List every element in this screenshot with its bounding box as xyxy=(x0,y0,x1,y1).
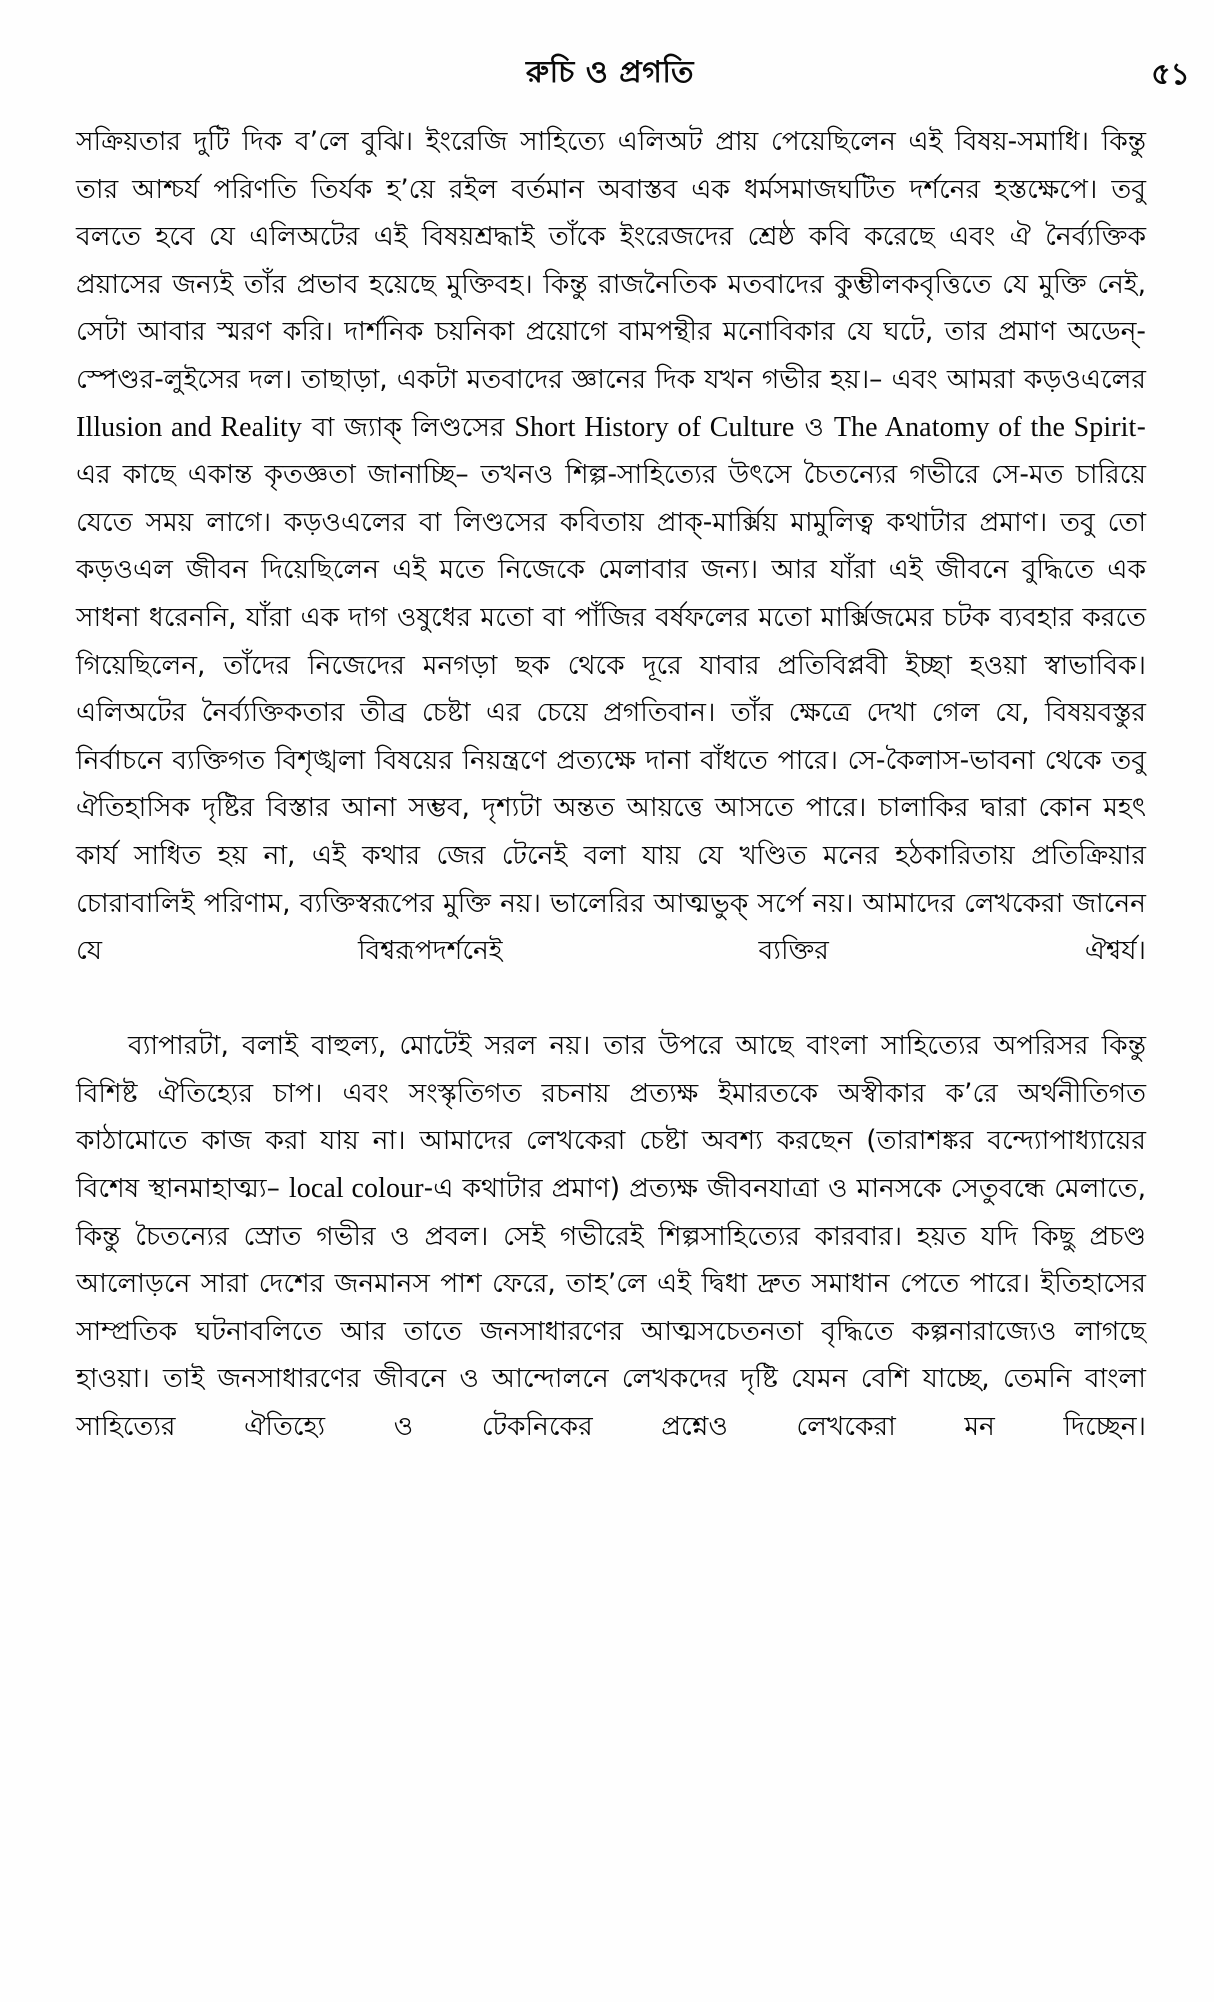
paragraph xyxy=(76,1022,1146,1498)
latin-run: local colour xyxy=(288,1173,424,1205)
paragraph xyxy=(76,118,1146,1022)
page-number: ৫১ xyxy=(1151,57,1190,92)
latin-run: Short History of Culture xyxy=(514,411,795,443)
bengali-run: সক্রিয়তার দুটি দিক ব’লে বুঝি। ইংরেজি সাহিত্যে এলিঅট প্রায় পেয়েছিলেন এই বিষয়-সমাধি। কিন্তু তার আশ্চর্য পরিণতি তির্যক হ’য়ে রইল বর্তমান অবাস্তব এক ধর্মসমাজঘটিত দর্শনের হস্তক্ষেপে। তবু বলতে হবে যে এলিঅটের এই বিষয়শ্রদ্ধাই তাঁকে ইংরেজদের শ্রেষ্ঠ কবি করেছে এবং ঐ নৈর্ব্যক্তিক প্রয়াসের জন্যই তাঁর প্রভাব হয়েছে মুক্তিবহ। কিন্তু রাজনৈতিক মতবাদের কুম্ভীলকবৃত্তিতে যে মুক্তি নেই, সেটা আবার স্মরণ করি। দার্শনিক চয়নিকা প্রয়োগে বামপন্থীর মনোবিকার যে ঘটে, তার প্রমাণ অডেন্-স্পেণ্ডর-লুইসের দল। তাছাড়া, একটা মতবাদের জ্ঞানের দিক যখন গভীর হয়।– এবং আমরা কড়ওএলের xyxy=(76,126,1146,395)
bengali-run: -এ কথাটার প্রমাণ) প্রত্যক্ষ জীবনযাত্রা ও মানসকে সেতুবন্ধে মেলাতে, কিন্তু চৈতন্যের স্রোত গভীর ও প্রবল। সেই গভীরেই শিল্পসাহিত্যের কারবার। হয়ত যদি কিছু প্রচণ্ড আলোড়নে সারা দেশের জনমানস পাশ ফেরে, তাহ’লে এই দ্বিধা দ্রুত সমাধান পেতে পারে। ইতিহাসের সাম্প্রতিক ঘটনাবলিতে আর তাতে জনসাধারণের আত্মসচেতনতা বৃদ্ধিতে কল্পনারাজ্যেও লাগছে হাওয়া। তাই জনসাধারণের জীবনে ও আন্দোলনে লেখকদের দৃষ্টি যেমন বেশি যাচ্ছে, তেমনি বাংলা সাহিত্যের ঐতিহ্যে ও টেকনিকের প্রশ্নেও লেখকেরা মন দিচ্ছেন। xyxy=(76,1173,1146,1443)
running-head xyxy=(78,48,1142,106)
latin-run: The Anatomy of the Spirit xyxy=(833,411,1137,443)
body-text xyxy=(76,118,1146,1498)
bengali-run: বা জ্যাক্ লিণ্ডসের xyxy=(301,411,515,443)
bengali-run: ব্যাপারটা, বলাই বাহুল্য, মোটেই সরল নয়। তার উপরে আছে বাংলা সাহিত্যের অপরিসর কিন্তু বিশিষ্ট ঐতিহ্যের চাপ। এবং সংস্কৃতিগত রচনায় প্রত্যক্ষ ইমারতকে অস্বীকার ক’রে অর্থনীতিগত কাঠামোতে কাজ করা যায় না। আমাদের লেখকেরা চেষ্টা অবশ্য করছেন (তারাশঙ্কর বন্দ্যোপাধ্যায়ের বিশেষ স্থানমাহাত্ম্য– xyxy=(76,1030,1146,1205)
bengali-run: -এর কাছে একান্ত কৃতজ্ঞতা জানাচ্ছি– তখনও শিল্প-সাহিত্যের উৎসে চৈতন্যের গভীরে সে-মত চারিয়ে যেতে সময় লাগে। কড়ওএলের বা লিণ্ডসের কবিতায় প্রাক্-মার্ক্সিয় মামুলিত্ব কথাটার প্রমাণ। তবু তো কড়ওএল জীবন দিয়েছিলেন এই মতে নিজেকে মেলাবার জন্য। আর যাঁরা এই জীবনে বুদ্ধিতে এক সাধনা ধরেননি, যাঁরা এক দাগ ওষুধের মতো বা পাঁজির বর্ষফলের মতো মার্ক্সিজমের চটক ব্যবহার করতে গিয়েছিলেন, তাঁদের নিজেদের মনগড়া ছক থেকে দূরে যাবার প্রতিবিপ্লবী ইচ্ছা হওয়া স্বাভাবিক। এলিঅটের নৈর্ব্যক্তিকতার তীব্র চেষ্টা এর চেয়ে প্রগতিবান। তাঁর ক্ষেত্রে দেখা গেল যে, বিষয়বস্তুর নির্বাচনে ব্যক্তিগত বিশৃঙ্খলা বিষয়ের নিয়ন্ত্রণে প্রত্যক্ষে দানা বাঁধতে পারে। সে-কৈলাস-ভাবনা থেকে তবু ঐতিহাসিক দৃষ্টির বিস্তার আনা সম্ভব, দৃশ্যটা অন্তত আয়ত্তে আসতে পারে। চালাকির দ্বারা কোন মহৎ কার্য সাধিত হয় না, এই কথার জের টেনেই বলা যায় যে খণ্ডিত মনের হঠকারিতায় প্রতিক্রিয়ার চোরাবালিই পরিণাম, ব্যক্তিস্বরূপের মুক্তি নয়। ভালেরির আত্মভুক্ সর্পে নয়। আমাদের লেখকেরা জানেন যে বিশ্বরূপদর্শনেই ব্যক্তির ঐশ্বর্য। xyxy=(76,411,1147,967)
bengali-run: ও xyxy=(794,411,834,443)
latin-run: Illusion and Reality xyxy=(76,411,302,443)
running-head-title: রুচি ও প্রগতি xyxy=(526,55,694,90)
